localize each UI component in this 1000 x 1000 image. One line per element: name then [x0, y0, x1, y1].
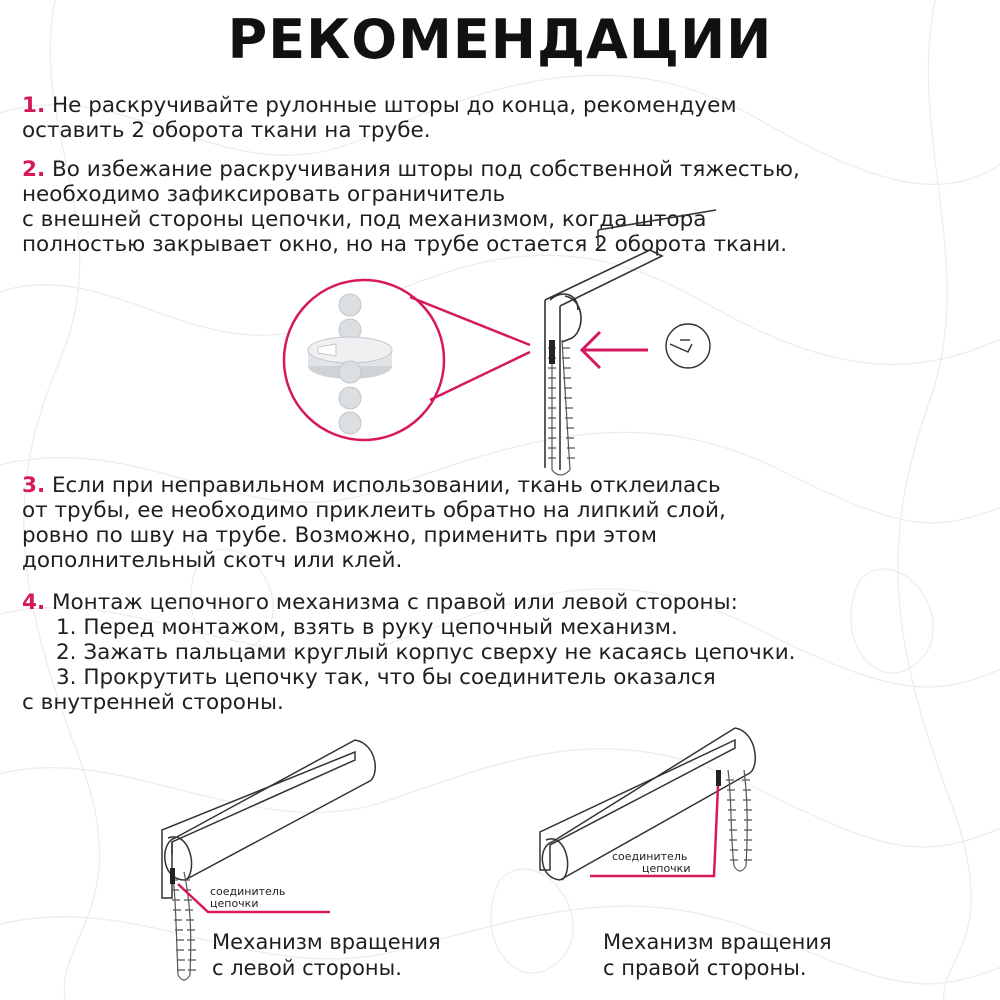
chain: [726, 770, 752, 871]
page-title: РЕКОМЕНДАЦИИ: [227, 8, 773, 71]
item-substep: 1. Перед монтажом, взять в руку цепочный механизм.: [56, 615, 678, 640]
item-text-line: необходимо зафиксировать ограничитель: [22, 182, 506, 207]
item-number: 3.: [22, 473, 46, 498]
item-text-line: Не раскручивайте рулонные шторы до конца, рекомендуем: [45, 93, 737, 118]
item-substep: 3. Прокрутить цепочку так, что бы соединитель оказался: [56, 665, 716, 690]
item-text-line: с внутренней стороны.: [22, 690, 284, 715]
item-text-line: Во избежание раскручивания шторы под собственной тяжестью,: [45, 157, 800, 182]
item-text-line: Монтаж цепочного механизма с правой или левой стороны:: [45, 590, 738, 615]
item-text-line: Если при неправильном использовании, ткань отклеилась: [45, 473, 721, 498]
right-diagram-caption: Механизм вращения с правой стороны.: [603, 930, 832, 980]
chain-connector: [716, 770, 721, 786]
left-connector-label: соединитель цепочки: [210, 885, 286, 910]
tube-top-edge: [552, 728, 735, 842]
tube-end-cap: [735, 728, 755, 774]
item-text-line: оставить 2 оборота ткани на трубе.: [22, 118, 431, 143]
item-text-line: полностью закрывает окно, но на трубе остается 2 оборота ткани.: [22, 232, 788, 257]
tube-left-end: [542, 842, 560, 880]
item-text-line: от трубы, ее необходимо приклеить обратно на липкий слой,: [22, 498, 726, 523]
item-number: 2.: [22, 157, 46, 182]
item-text-line: дополнительный скотч или клей.: [22, 548, 403, 573]
left-diagram-caption: Механизм вращения с левой стороны.: [212, 930, 441, 980]
item-text-line: ровно по шву на трубе. Возможно, применить при этом: [22, 523, 657, 548]
item-substep: 2. Зажать пальцами круглый корпус сверху не касаясь цепочки.: [56, 640, 796, 665]
item-number: 4.: [22, 590, 46, 615]
right-connector-label: соединитель цепочки: [612, 850, 691, 875]
item-text-line: с внешней стороны цепочки, под механизмом, когда штора: [22, 207, 707, 232]
item-number: 1.: [22, 93, 46, 118]
